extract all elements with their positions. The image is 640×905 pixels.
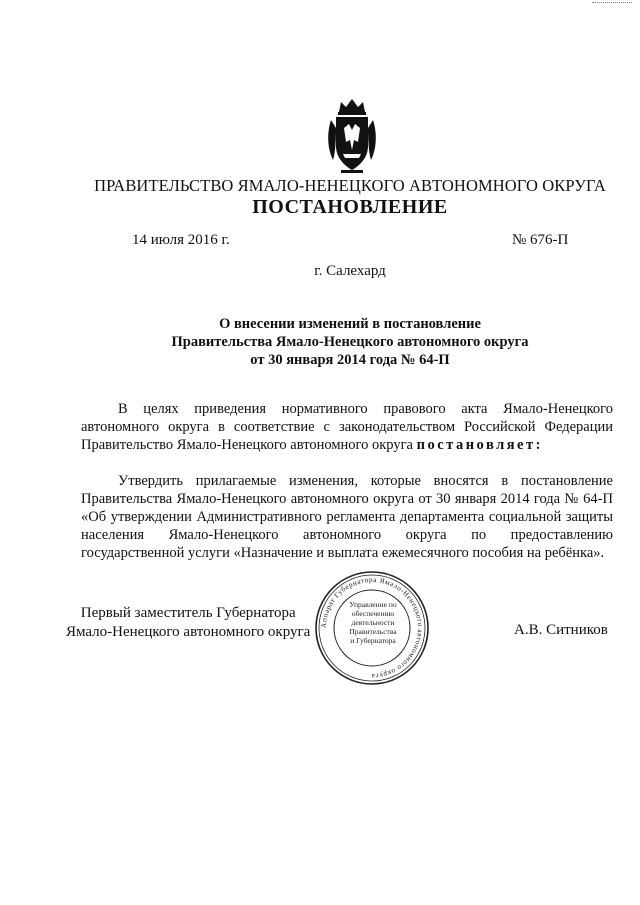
stamp-line: деятельности [351,618,395,627]
stamp-ring-text: Аппарат Губернатора Ямало-Ненецкого автономного округа [319,575,425,681]
government-title: ПРАВИТЕЛЬСТВО ЯМАЛО-НЕНЕЦКОГО АВТОНОМНОГО ОКРУГА [94,176,606,195]
stamp-line: Правительства [349,627,397,636]
preamble-paragraph [81,400,613,454]
paragraph-line: населения Ямало-Ненецкого автономного округа по предоставлению [81,527,613,543]
document-date: 14 июля 2016 г. [132,232,230,248]
document-type-title: ПОСТАНОВЛЕНИЕ [252,196,448,218]
paragraph-line-text: Правительство Ямало-Ненецкого автономного округа [81,437,413,453]
paragraph-line: В целях приведения нормативного правового акта Ямало-Ненецкого [118,401,613,417]
subject-line: Правительства Ямало-Ненецкого автономного округа [171,334,529,350]
signatory-position-line: Первый заместитель Губернатора [80,605,296,621]
document-city: г. Салехард [314,263,386,279]
document-subject [60,315,640,369]
stamp-line: и Губернатора [350,636,396,645]
paragraph-line: Правительства Ямало-Ненецкого автономного округа от 30 января 2014 года № 64-П [81,491,613,507]
paragraph-line: автономного округа в соответствие с законодательством Российской Федерации [81,419,613,435]
subject-line: О внесении изменений в постановление [219,316,481,332]
resolution-paragraph [81,472,613,562]
scan-mark [592,2,632,4]
paragraph-line: «Об утверждении Административного регламента департамента социальной защиты [81,509,613,525]
signatory-position [66,604,310,642]
signatory-name: А.В. Ситников [514,622,608,638]
stamp-line: обеспечению [351,609,395,618]
paragraph-line: государственной услуги «Назначение и выплата ежемесячного пособия на ребёнка». [81,545,605,561]
signatory-position-line: Ямало-Ненецкого автономного округа [66,624,311,640]
coat-of-arms-icon [325,98,379,174]
stamp-line: Управление по [349,600,397,609]
document-number: № 676-П [512,232,569,248]
paragraph-line [81,436,613,454]
stamp-inner-text [343,600,403,645]
subject-line: от 30 января 2014 года № 64-П [250,352,450,368]
paragraph-line: Утвердить прилагаемые изменения, которые вносятся в постановление [118,473,613,489]
resolution-keyword: постановляет: [416,437,543,453]
